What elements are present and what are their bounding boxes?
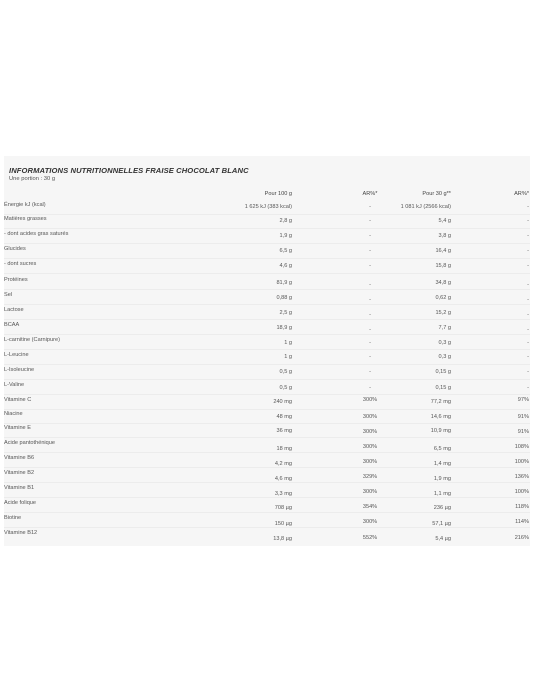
value-per-30g: 77,2 mg [430, 399, 451, 405]
ar-per-100g: - [369, 263, 371, 269]
row-divider [4, 258, 530, 259]
nutrient-name: Niacine [4, 411, 23, 417]
ar-per-100g: 300% [362, 397, 378, 403]
row-divider [4, 527, 530, 528]
value-per-30g: 5,4 µg [435, 536, 451, 542]
value-per-30g: 0,62 g [435, 295, 451, 301]
row-divider [4, 304, 530, 305]
nutrient-name: Lactose [4, 307, 24, 313]
ar-per-100g: - [369, 282, 371, 288]
ar-per-30g: 91% [517, 429, 529, 435]
ar-per-30g: - [527, 385, 529, 391]
nutrient-name: Vitamine B12 [4, 530, 38, 536]
value-per-100g: 1,9 g [279, 233, 292, 239]
row-divider [4, 228, 530, 229]
ar-per-30g: 100% [514, 489, 529, 495]
value-per-100g: 3,3 mg [274, 491, 292, 497]
value-per-100g: 0,5 g [279, 385, 292, 391]
ar-per-30g: - [527, 369, 529, 375]
header-ar-1: AR%* [362, 191, 378, 197]
row-divider [4, 289, 530, 290]
portion-label: Une portion : 30 g [9, 176, 56, 182]
ar-per-30g: - [527, 248, 529, 254]
row-divider [4, 334, 530, 335]
value-per-30g: 1,1 mg [433, 491, 451, 497]
nutrient-name: L-carnitine (Carnipure) [4, 337, 60, 343]
value-per-30g: 15,2 g [435, 310, 451, 316]
value-per-30g: 0,15 g [435, 369, 451, 375]
row-divider [4, 379, 530, 380]
nutrient-name: Sel [4, 292, 13, 298]
nutrient-name: Glucides [4, 246, 26, 252]
row-divider [4, 497, 530, 498]
value-per-100g: 36 mg [276, 428, 292, 434]
ar-per-100g: 300% [362, 519, 378, 525]
row-divider [4, 214, 530, 215]
value-per-30g: 6,5 mg [433, 446, 451, 452]
ar-per-30g: - [527, 354, 529, 360]
ar-per-30g: - [527, 312, 529, 318]
ar-per-30g: - [527, 327, 529, 333]
value-per-100g: 2,8 g [279, 218, 292, 224]
ar-per-100g: - [369, 218, 371, 224]
ar-per-30g: 97% [517, 397, 529, 403]
nutrient-name: L-Leucine [4, 352, 29, 358]
nutrient-name: Acide pantothénique [4, 440, 56, 446]
row-divider [4, 364, 530, 365]
value-per-100g: 240 mg [273, 399, 292, 405]
value-per-100g: 2,5 g [279, 310, 292, 316]
ar-per-100g: 300% [362, 414, 378, 420]
value-per-30g: 10,9 mg [430, 428, 451, 434]
ar-per-30g: 100% [514, 459, 529, 465]
nutrient-name: Vitamine B2 [4, 470, 35, 476]
ar-per-100g: 300% [362, 459, 378, 465]
value-per-30g: 0,3 g [438, 354, 451, 360]
nutrient-name: - dont acides gras saturés [4, 231, 69, 237]
value-per-100g: 18,9 g [276, 325, 292, 331]
nutrient-name: Protéines [4, 277, 28, 283]
value-per-100g: 0,5 g [279, 369, 292, 375]
value-per-30g: 34,8 g [435, 280, 451, 286]
row-divider [4, 467, 530, 468]
value-per-30g: 1,4 mg [433, 461, 451, 467]
value-per-30g: 7,7 g [438, 325, 451, 331]
ar-per-100g: 354% [362, 504, 378, 510]
ar-per-30g: - [527, 297, 529, 303]
value-per-30g: 5,4 g [438, 218, 451, 224]
value-per-100g: 1 625 kJ (383 kcal) [244, 204, 292, 210]
value-per-100g: 4,2 mg [274, 461, 292, 467]
ar-per-30g: - [527, 218, 529, 224]
value-per-100g: 4,6 g [279, 263, 292, 269]
value-per-100g: 0,88 g [276, 295, 292, 301]
value-per-100g: 1 g [284, 340, 292, 346]
value-per-100g: 150 µg [274, 521, 292, 527]
nutrient-name: Vitamine B1 [4, 485, 35, 491]
nutrient-name: Matières grasses [4, 216, 47, 222]
value-per-100g: 4,6 mg [274, 476, 292, 482]
ar-per-30g: - [527, 204, 529, 210]
nutrient-name: Vitamine B6 [4, 455, 35, 461]
nutrient-name: Vitamine E [4, 425, 31, 431]
header-per-100g: Pour 100 g [264, 191, 292, 197]
value-per-30g: 14,6 mg [430, 414, 451, 420]
ar-per-100g: - [369, 204, 371, 210]
row-divider [4, 482, 530, 483]
ar-per-30g: 114% [515, 519, 529, 525]
ar-per-100g: - [369, 297, 371, 303]
row-divider [4, 394, 530, 395]
table-title: INFORMATIONS NUTRITIONNELLES FRAISE CHOCOLAT BLANC [9, 166, 249, 175]
ar-per-100g: 300% [362, 429, 378, 435]
ar-per-100g: 300% [362, 444, 378, 450]
ar-per-30g: 216% [514, 535, 529, 541]
nutrient-name: - dont sucres [4, 261, 37, 267]
value-per-100g: 81,9 g [276, 280, 292, 286]
ar-per-100g: - [369, 340, 371, 346]
value-per-100g: 18 mg [276, 446, 292, 452]
value-per-30g: 1 081 kJ (2566 kcal) [400, 204, 451, 210]
value-per-100g: 13,8 µg [273, 536, 292, 542]
value-per-100g: 6,5 g [279, 248, 292, 254]
nutrient-name: Biotine [4, 515, 22, 521]
ar-per-100g: 329% [362, 474, 378, 480]
ar-per-30g: 118% [515, 504, 529, 510]
ar-per-100g: - [369, 248, 371, 254]
value-per-100g: 1 g [284, 354, 292, 360]
ar-per-30g: 91% [517, 414, 529, 420]
row-divider [4, 319, 530, 320]
row-divider [4, 437, 530, 438]
value-per-30g: 16,4 g [435, 248, 451, 254]
value-per-30g: 57,1 µg [432, 521, 451, 527]
ar-per-100g: - [369, 233, 371, 239]
value-per-30g: 236 µg [433, 505, 451, 511]
header-ar-2: AR%* [514, 191, 529, 197]
nutrient-name: Énergie kJ (kcal) [4, 202, 46, 208]
ar-per-30g: - [527, 340, 529, 346]
value-per-30g: 0,15 g [435, 385, 451, 391]
ar-per-100g: - [369, 369, 371, 375]
ar-per-100g: - [369, 385, 371, 391]
ar-per-30g: - [527, 282, 529, 288]
nutrient-name: BCAA [4, 322, 20, 328]
nutrient-name: L-Isoleucine [4, 367, 35, 373]
ar-per-100g: 552% [362, 535, 378, 541]
value-per-30g: 3,8 g [438, 233, 451, 239]
value-per-100g: 708 µg [274, 505, 292, 511]
row-divider [4, 273, 530, 274]
value-per-100g: 48 mg [276, 414, 292, 420]
ar-per-30g: 136% [514, 474, 529, 480]
value-per-30g: 1,9 mg [433, 476, 451, 482]
value-per-30g: 15,8 g [435, 263, 451, 269]
row-divider [4, 409, 530, 410]
nutrient-name: Vitamine C [4, 397, 32, 403]
row-divider [4, 512, 530, 513]
nutrient-name: Acide folique [4, 500, 37, 506]
ar-per-30g: 108% [514, 444, 529, 450]
header-per-30g: Pour 30 g** [422, 191, 451, 197]
ar-per-100g: - [369, 354, 371, 360]
ar-per-100g: 300% [362, 489, 378, 495]
ar-per-100g: - [369, 327, 371, 333]
nutrient-name: L-Valine [4, 382, 25, 388]
value-per-30g: 0,3 g [438, 340, 451, 346]
row-divider [4, 349, 530, 350]
row-divider [4, 423, 530, 424]
ar-per-30g: - [527, 263, 529, 269]
ar-per-100g: - [369, 312, 371, 318]
row-divider [4, 243, 530, 244]
row-divider [4, 452, 530, 453]
ar-per-30g: - [527, 233, 529, 239]
